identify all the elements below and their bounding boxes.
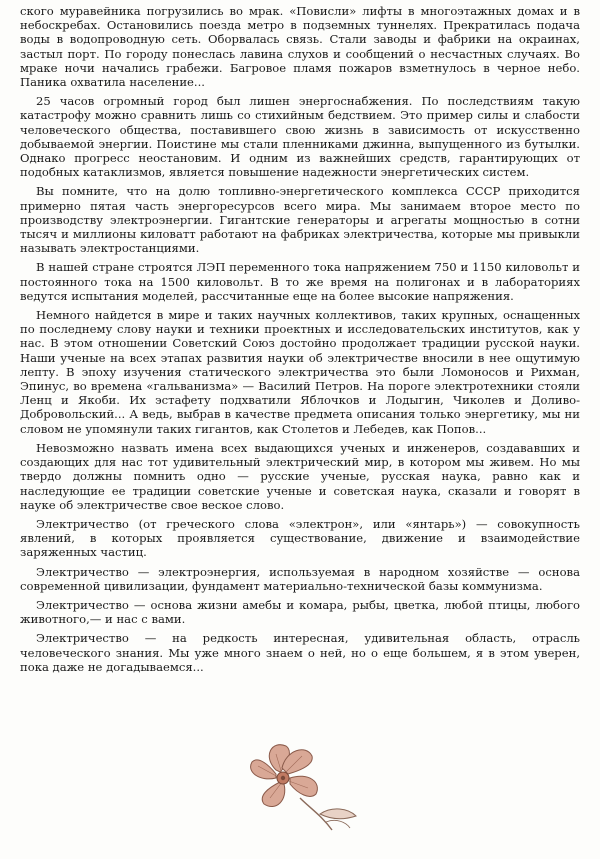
paragraph-4: В нашей стране строятся ЛЭП переменного тока напряжением 750 и 1150 киловольт и постоянного тока на 1500 киловольт. В то же время на полигонах и в лабораториях ведутся испытания моделей, рассчитанные еще на более высокие напряжения. [20,260,580,303]
body-text [20,4,580,679]
paragraph-1: ского муравейника погрузились во мрак. «Повисли» лифты в многоэтажных домах и в небоскребах. Остановились поезда метро в подземных туннелях. Прекратилась подача воды в водопроводную сеть. Оборвалась связь. Стали заводы и фабрики на окраинах, застыл порт. По городу понеслась лавина слухов и сообщений о несчастных случаях. Во мраке ночи начались грабежи. Багровое пламя пожаров взметнулось в черное небо. Паника охватила население... [20,4,580,90]
paragraph-7: Электричество (от греческого слова «электрон», или «янтарь») — совокупность явлений, в которых проявляется существование, движение и взаимодействие заряженных частиц. [20,516,580,560]
paragraph-3: Вы помните, что на долю топливно-энергетического комплекса СССР приходится примерно пятая часть энергоресурсов всего мира. Мы занимаем второе место по производству электроэнергии. Гигантские генераторы и агрегаты мощностью в сотни тысяч и миллионы киловатт работают на фабриках электричества, которые мы привыкли называть электростанциями. [20,184,580,256]
paragraph-8: Электричество — электроэнергия, используемая в народном хозяйстве — основа современной цивилизации, фундамент материально-технической базы коммунизма. [20,564,580,593]
flower-center-dot [281,776,285,780]
paragraph-10: Электричество — на редкость интересная, удивительная область, отрасль человеческого знания. Мы уже много знаем о ней, но о еще большем, я в этом уверен, пока даже не догадываемся... [20,631,580,674]
paragraph-2: 25 часов огромный город был лишен энергоснабжения. По последствиям такую катастрофу можно сравнить лишь со стихийным бедствием. Это пример силы и слабости человеческого общества, поставившего свою жизнь в зависимость от искусственно добываемой энергии. Поистине мы стали пленниками джинна, выпущенного из бутылки. Однако прогресс неостановим. И одним из важнейших средств, гарантирующих от подобных катаклизмов, является повышение надежности энергетических систем. [20,94,580,180]
flower-icon [236,734,372,834]
paragraph-6: Невозможно назвать имена всех выдающихся ученых и инженеров, создававших и создающих для нас тот удивительный электрический мир, в котором мы живем. Но мы твердо должны помнить одно — русские ученые, русская наука, равно как и наследующие ее традиции советские ученые и советская наука, сказали и говорят в науке об электричестве свое веское слово. [20,440,580,512]
paragraph-9: Электричество — основа жизни амебы и комара, рыбы, цветка, любой птицы, любого животного,— и нас с вами. [20,597,580,627]
paragraph-5: Немного найдется в мире и таких научных коллективов, таких крупных, оснащенных по последнему слову науки и техники проектных и исследовательских институтов, как у нас. В этом отношении Советский Союз достойно продолжает традиции русской науки. Наши ученые на всех этапах развития науки об электричестве вносили в нее ощутимую лепту. В эпоху изучения статического электричества это были Ломоносов и Рихман, Эпинус, во времена «гальванизма» — Василий Петров. На пороге электротехники стояли Ленц и Якоби. Их эстафету подхватили Яблочков и Лодыгин, Чиколев и Доливо-Добровольский... А ведь, выбрав в качестве предмета описания только энергетику, мы ни словом не упомянули таких гигантов, как Столетов и Лебедев, как Попов... [20,308,580,436]
flower-leaf [320,809,356,819]
